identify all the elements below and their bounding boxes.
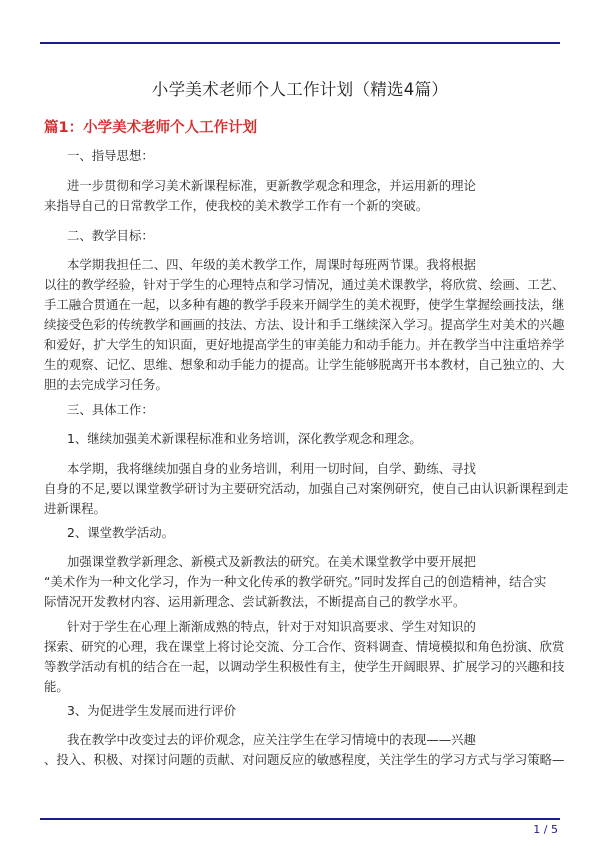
- heading-guiding-ideology: 一、指导思想：: [67, 148, 154, 163]
- paragraph-line: 来指导自己的日常教学工作，使我校的美术教学工作有一个新的突破。: [44, 198, 429, 213]
- paragraph-line: 和爱好，扩大学生的知识面，更好地提高学生的审美能力和动手能力。并在教学当中注重培养学: [44, 337, 565, 352]
- heading-teaching-goals: 二、教学目标：: [67, 228, 154, 243]
- paragraph-line: 进新课程。: [44, 501, 106, 516]
- subheading-item-3: 3、为促进学生发展而进行评价: [67, 703, 236, 718]
- paragraph-line: 本学期我担任二、四、年级的美术教学工作，周课时每班两节课。我将根据: [67, 257, 476, 272]
- paragraph-line: 续接受色彩的传统教学和画画的技法、方法、设计和手工继续深入学习。提高学生对美术的兴趣: [44, 317, 565, 332]
- page-indicator: 1 / 5: [533, 823, 558, 836]
- subheading-item-1: 1、继续加强美术新课程标准和业务培训，深化教学观念和理念。: [67, 431, 422, 446]
- paragraph-line: 以往的教学经验，针对于学生的心理特点和学习情况，通过美术课教学，将欣赏、绘画、工艺、: [44, 277, 565, 292]
- paragraph-line: 能。: [44, 679, 69, 694]
- paragraph-line: 探索、研究的心理，我在课堂上将讨论交流、分工合作、资料调查、情境模拟和角色扮演、欣赏: [44, 639, 565, 654]
- document-title: 小学美术老师个人工作计划（精选4篇）: [151, 80, 449, 99]
- heading-specific-work: 三、具体工作：: [67, 402, 154, 417]
- paragraph-line: 针对于学生在心理上渐渐成熟的特点，针对于对知识高要求、学生对知识的: [67, 619, 476, 634]
- paragraph-line: 手工融合贯通在一起，以多种有趣的教学手段来开阔学生的美术视野，使学生掌握绘画技法，继: [44, 297, 565, 312]
- section-heading: 篇1：小学美术老师个人工作计划: [44, 120, 258, 136]
- paragraph-line: “美术作为一种文化学习，作为一种文化传承的教学研究。”同时发挥自己的创造精神，结合实: [44, 574, 547, 589]
- paragraph-line: 、投入、积极、对探讨问题的贡献、对问题反应的敏感程度，关注学生的学习方式与学习策略—: [44, 752, 565, 767]
- paragraph-line: 生的观察、记忆、思维、想象和动手能力的提高。让学生能够脱离开书本教材，自己独立的、大: [44, 357, 565, 372]
- header-rule: [40, 42, 560, 44]
- paragraph-line: 际情况开发教材内容、运用新理念、尝试新教法，不断提高自己的教学水平。: [44, 594, 466, 609]
- paragraph-line: 胆的去完成学习任务。: [44, 377, 168, 392]
- paragraph-line: 加强课堂教学新理念、新模式及新教法的研究。在美术课堂教学中要开展把: [67, 554, 476, 569]
- paragraph-line: 进一步贯彻和学习美术新课程标准，更新教学观念和理念，并运用新的理论: [67, 178, 476, 193]
- paragraph-line: 我在教学中改变过去的评价观念，应关注学生在学习情境中的表现——兴趣: [67, 732, 476, 747]
- paragraph-line: 本学期，我将继续加强自身的业务培训，利用一切时间，自学、勤练、寻找: [67, 461, 476, 476]
- subheading-item-2: 2、课堂教学活动。: [67, 525, 175, 540]
- paragraph-line: 自身的不足,要以课堂教学研讨为主要研究活动，加强自己对案例研究，使自己由认识新课程到走: [44, 481, 569, 496]
- paragraph-line: 等教学活动有机的结合在一起，以调动学生积极性有主，使学生开阔眼界、扩展学习的兴趣和技: [44, 659, 565, 674]
- footer-rule: [40, 818, 560, 820]
